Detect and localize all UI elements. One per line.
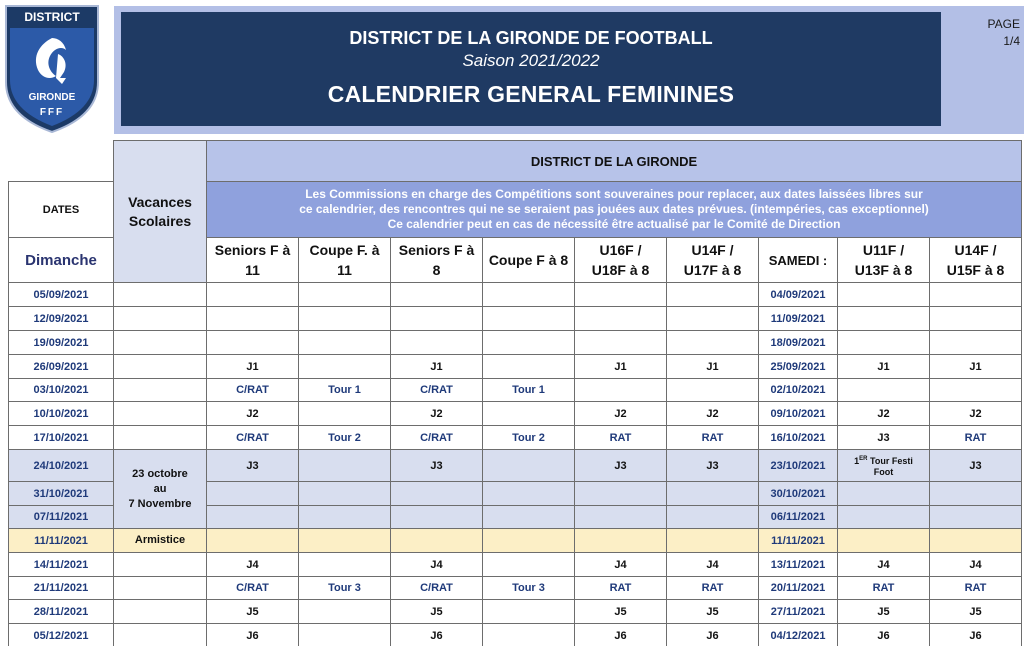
match-cell <box>299 600 391 624</box>
match-cell: RAT <box>838 577 930 600</box>
vacances-header: Vacances Scolaires <box>114 141 207 283</box>
vacation-cell <box>114 426 207 450</box>
vacation-cell <box>114 355 207 379</box>
match-cell <box>483 331 575 355</box>
match-cell <box>575 506 667 529</box>
table-row <box>9 600 1022 624</box>
logo-bottom-text: GIRONDE <box>28 92 76 103</box>
match-cell <box>483 482 575 506</box>
page-label: PAGE <box>987 17 1020 31</box>
match-cell: J5 <box>575 600 667 624</box>
match-cell: J2 <box>667 402 759 426</box>
table-row <box>9 307 1022 331</box>
match-cell <box>299 402 391 426</box>
match-cell: RAT <box>667 577 759 600</box>
saturday-date: 02/10/2021 <box>759 379 838 402</box>
table-row <box>9 577 1022 600</box>
saturday-date: 11/11/2021 <box>759 529 838 553</box>
match-cell <box>930 506 1022 529</box>
col-seniors-f8: Seniors F à 8 <box>391 238 483 283</box>
match-cell: C/RAT <box>207 426 299 450</box>
saturday-date: 16/10/2021 <box>759 426 838 450</box>
match-cell <box>667 283 759 307</box>
match-cell: J3 <box>930 450 1022 482</box>
match-cell <box>930 379 1022 402</box>
match-cell <box>575 283 667 307</box>
page-indicator <box>964 16 1020 50</box>
match-cell <box>391 506 483 529</box>
match-cell <box>483 529 575 553</box>
match-cell: C/RAT <box>391 379 483 402</box>
match-cell <box>207 283 299 307</box>
match-cell <box>391 529 483 553</box>
table-row <box>9 553 1022 577</box>
match-cell: J4 <box>575 553 667 577</box>
sunday-date: 10/10/2021 <box>9 402 114 426</box>
match-cell <box>483 624 575 646</box>
match-cell <box>930 331 1022 355</box>
match-cell <box>207 482 299 506</box>
district-gironde-logo <box>2 4 102 134</box>
match-cell: C/RAT <box>207 379 299 402</box>
match-cell <box>207 331 299 355</box>
sunday-date: 19/09/2021 <box>9 331 114 355</box>
sunday-date: 12/09/2021 <box>9 307 114 331</box>
match-cell <box>207 307 299 331</box>
match-cell: J4 <box>207 553 299 577</box>
match-cell <box>299 283 391 307</box>
match-cell <box>391 331 483 355</box>
sunday-date: 28/11/2021 <box>9 600 114 624</box>
sunday-date: 03/10/2021 <box>9 379 114 402</box>
match-cell <box>483 450 575 482</box>
table-row <box>9 450 1022 482</box>
match-cell: Tour 1 <box>299 379 391 402</box>
match-cell <box>299 506 391 529</box>
match-cell: Tour 2 <box>483 426 575 450</box>
match-cell <box>930 529 1022 553</box>
match-cell: RAT <box>667 426 759 450</box>
match-cell <box>483 600 575 624</box>
match-cell: Tour 3 <box>483 577 575 600</box>
match-cell <box>575 331 667 355</box>
match-cell <box>299 355 391 379</box>
match-cell: J6 <box>930 624 1022 646</box>
armistice-label: Armistice <box>114 529 207 553</box>
match-cell <box>838 331 930 355</box>
page-number: 1/4 <box>1003 34 1020 48</box>
match-cell: C/RAT <box>391 426 483 450</box>
sunday-header: Dimanche <box>9 238 114 283</box>
match-cell: J1 <box>838 355 930 379</box>
match-cell <box>838 529 930 553</box>
match-cell <box>299 529 391 553</box>
sunday-date: 24/10/2021 <box>9 450 114 482</box>
match-cell: RAT <box>930 577 1022 600</box>
match-cell <box>838 283 930 307</box>
table-row <box>9 426 1022 450</box>
match-cell: J2 <box>838 402 930 426</box>
sunday-date: 26/09/2021 <box>9 355 114 379</box>
match-cell: C/RAT <box>391 577 483 600</box>
logo-top-text: DISTRICT <box>24 10 80 24</box>
vacation-cell <box>114 624 207 646</box>
saturday-date: 18/09/2021 <box>759 331 838 355</box>
vacation-period: 23 octobre au 7 Novembre <box>114 450 207 529</box>
vacation-cell <box>114 331 207 355</box>
match-cell <box>483 355 575 379</box>
saturday-date: 04/12/2021 <box>759 624 838 646</box>
match-cell <box>930 307 1022 331</box>
table-row <box>9 624 1022 646</box>
col-coupe-f8: Coupe F à 8 <box>483 238 575 283</box>
match-cell: J4 <box>391 553 483 577</box>
match-cell <box>575 307 667 331</box>
sunday-date: 14/11/2021 <box>9 553 114 577</box>
col-coupe-f11: Coupe F. à 11 <box>299 238 391 283</box>
saturday-header: SAMEDI : <box>759 238 838 283</box>
match-cell <box>299 331 391 355</box>
col-u11f-u13f: U11F / U13F à 8 <box>838 238 930 283</box>
sunday-date: 17/10/2021 <box>9 426 114 450</box>
sunday-date: 05/12/2021 <box>9 624 114 646</box>
document-title: DISTRICT DE LA GIRONDE DE FOOTBALL <box>349 28 713 48</box>
col-u14f-u15f: U14F / U15F à 8 <box>930 238 1022 283</box>
match-cell <box>299 450 391 482</box>
match-cell <box>207 506 299 529</box>
match-cell: J2 <box>391 402 483 426</box>
match-cell <box>299 624 391 646</box>
district-header: DISTRICT DE LA GIRONDE <box>207 141 1022 182</box>
match-cell <box>483 283 575 307</box>
match-cell: J4 <box>838 553 930 577</box>
match-cell: J5 <box>207 600 299 624</box>
rules-note: Les Commissions en charge des Compétitions sont souveraines pour replacer, aux dates laissées libres sur ce calendrier, des rencontres qui ne se seraient pas jouées aux dates prévues. (intempéries, cas exceptionnel) Ce calendrier peut en cas de nécessité être actualisé par le Comité de Direction <box>207 182 1022 238</box>
saturday-date: 27/11/2021 <box>759 600 838 624</box>
saturday-date: 11/09/2021 <box>759 307 838 331</box>
match-cell: J5 <box>391 600 483 624</box>
match-cell: J6 <box>667 624 759 646</box>
match-cell: C/RAT <box>207 577 299 600</box>
match-cell <box>483 506 575 529</box>
match-cell <box>299 482 391 506</box>
col-u16f-u18f: U16F / U18F à 8 <box>575 238 667 283</box>
table-row <box>9 529 1022 553</box>
match-cell <box>483 553 575 577</box>
match-cell <box>667 529 759 553</box>
match-cell <box>838 379 930 402</box>
col-seniors-f11: Seniors F à 11 <box>207 238 299 283</box>
match-cell: J1 <box>930 355 1022 379</box>
vacation-cell <box>114 307 207 331</box>
match-cell: J1 <box>207 355 299 379</box>
sunday-date: 31/10/2021 <box>9 482 114 506</box>
saturday-date: 06/11/2021 <box>759 506 838 529</box>
match-cell: RAT <box>575 426 667 450</box>
calendar-table <box>8 140 1022 646</box>
match-cell: RAT <box>930 426 1022 450</box>
col-u14f-u17f: U14F / U17F à 8 <box>667 238 759 283</box>
sunday-date: 21/11/2021 <box>9 577 114 600</box>
match-cell: J6 <box>207 624 299 646</box>
table-row <box>9 355 1022 379</box>
saturday-date: 25/09/2021 <box>759 355 838 379</box>
match-cell <box>391 283 483 307</box>
vacation-cell <box>114 577 207 600</box>
match-cell: J1 <box>667 355 759 379</box>
match-cell: J3 <box>575 450 667 482</box>
table-row <box>9 402 1022 426</box>
vacation-cell <box>114 283 207 307</box>
document-subtitle: CALENDRIER GENERAL FEMININES <box>327 81 735 107</box>
match-cell: J6 <box>391 624 483 646</box>
match-cell <box>838 506 930 529</box>
dates-header: DATES <box>9 182 114 238</box>
saturday-date: 23/10/2021 <box>759 450 838 482</box>
match-cell <box>667 379 759 402</box>
match-cell: J6 <box>575 624 667 646</box>
table-row <box>9 283 1022 307</box>
saturday-date: 04/09/2021 <box>759 283 838 307</box>
sunday-date: 11/11/2021 <box>9 529 114 553</box>
match-cell: J6 <box>838 624 930 646</box>
match-cell <box>667 506 759 529</box>
match-cell: J4 <box>930 553 1022 577</box>
match-cell <box>575 482 667 506</box>
match-cell <box>667 331 759 355</box>
match-cell: J5 <box>838 600 930 624</box>
saturday-date: 20/11/2021 <box>759 577 838 600</box>
match-cell <box>299 307 391 331</box>
match-cell <box>483 402 575 426</box>
table-row <box>9 331 1022 355</box>
match-cell: J2 <box>575 402 667 426</box>
sunday-date: 07/11/2021 <box>9 506 114 529</box>
match-cell: Tour 1 <box>483 379 575 402</box>
saturday-date: 30/10/2021 <box>759 482 838 506</box>
match-cell: J5 <box>667 600 759 624</box>
season-label: Saison 2021/2022 <box>462 51 600 70</box>
match-cell: J5 <box>930 600 1022 624</box>
match-cell: J3 <box>391 450 483 482</box>
match-cell <box>483 307 575 331</box>
match-cell <box>838 307 930 331</box>
saturday-date: 09/10/2021 <box>759 402 838 426</box>
match-cell: Tour 2 <box>299 426 391 450</box>
saturday-date: 13/11/2021 <box>759 553 838 577</box>
vacation-cell <box>114 553 207 577</box>
sunday-date: 05/09/2021 <box>9 283 114 307</box>
match-cell <box>391 307 483 331</box>
match-cell <box>207 529 299 553</box>
table-row <box>9 379 1022 402</box>
match-cell: J3 <box>207 450 299 482</box>
vacation-cell <box>114 600 207 624</box>
match-cell: J1 <box>391 355 483 379</box>
vacation-cell <box>114 379 207 402</box>
match-cell: J2 <box>207 402 299 426</box>
match-cell: J4 <box>667 553 759 577</box>
vacation-cell <box>114 402 207 426</box>
match-cell: RAT <box>575 577 667 600</box>
match-cell <box>575 529 667 553</box>
match-cell <box>667 307 759 331</box>
match-cell: J3 <box>667 450 759 482</box>
match-cell <box>667 482 759 506</box>
logo-fff-text: FFF <box>39 107 65 118</box>
match-cell <box>930 482 1022 506</box>
match-cell <box>930 283 1022 307</box>
header-banner <box>121 12 941 126</box>
match-cell <box>575 379 667 402</box>
match-cell <box>391 482 483 506</box>
match-cell: J1 <box>575 355 667 379</box>
match-cell <box>838 482 930 506</box>
match-cell: J3 <box>838 426 930 450</box>
festi-foot-cell: 1ER Tour Festi Foot <box>838 450 930 482</box>
match-cell: Tour 3 <box>299 577 391 600</box>
match-cell <box>299 553 391 577</box>
match-cell: J2 <box>930 402 1022 426</box>
